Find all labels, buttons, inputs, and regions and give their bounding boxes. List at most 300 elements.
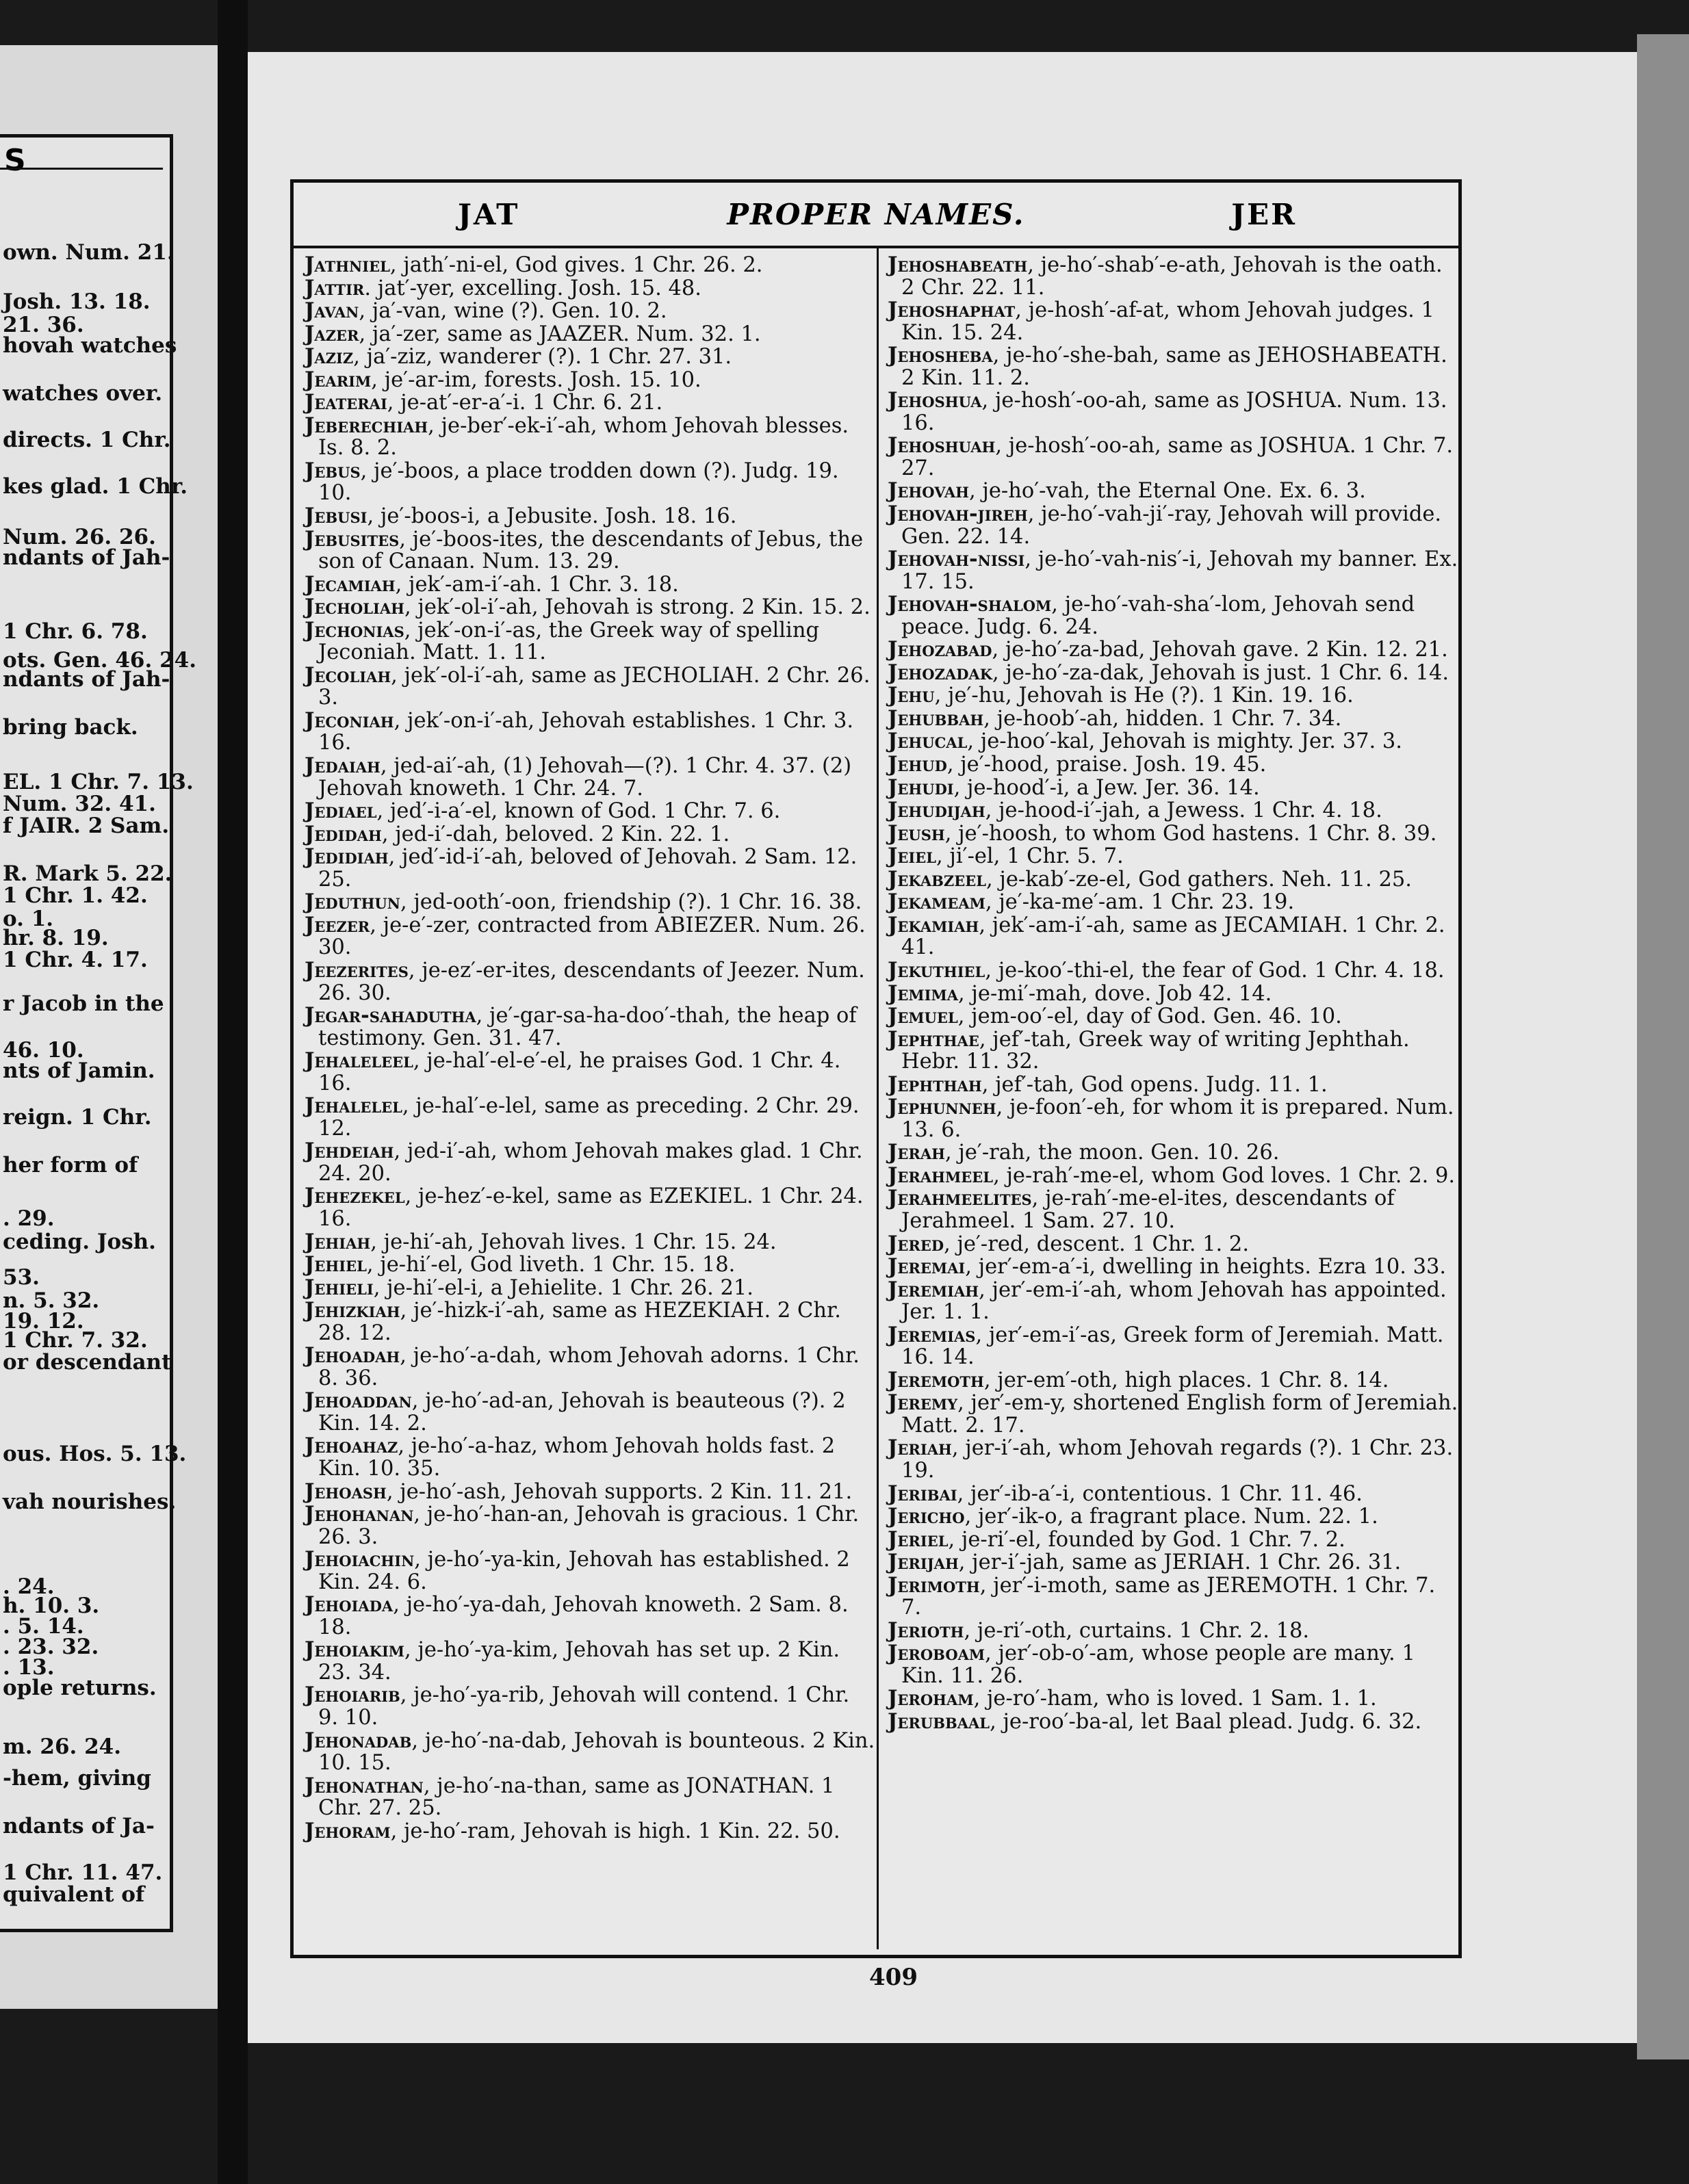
previous-page-line: ous. Hos. 5. 13. xyxy=(3,1442,187,1466)
entry-headword: Jehu xyxy=(888,683,935,708)
entry-headword: Jehozabad xyxy=(888,637,992,662)
entry-definition: , ja′-van, wine (?). Gen. 10. 2. xyxy=(359,299,667,324)
entry-definition: , jer′-i-moth, same as JEREMOTH. 1 Chr. 7. 7. xyxy=(901,1573,1436,1620)
entry-definition: , je-ho′-za-dak, Jehovah is just. 1 Chr. 6. 14. xyxy=(992,660,1449,685)
page-number: 409 xyxy=(869,1964,918,1991)
entry-definition: , je-hi′-el, God liveth. 1 Chr. 15. 18. xyxy=(366,1253,736,1277)
entry-definition: , je′-gar-sa-ha-doo′-thah, the heap of testimony. Gen. 31. 47. xyxy=(318,1004,857,1050)
dictionary-entry xyxy=(305,800,875,823)
previous-page-header: S xyxy=(4,143,26,178)
previous-page-line: r Jacob in the xyxy=(3,991,164,1016)
entry-headword: Jehohanan xyxy=(305,1502,414,1527)
entry-headword: Jehezekel xyxy=(305,1184,405,1209)
entry-headword: Jeconiah xyxy=(305,707,394,733)
previous-page-line: 1 Chr. 7. 32. xyxy=(3,1328,148,1353)
entry-definition: , je-hoob′-ah, hidden. 1 Chr. 7. 34. xyxy=(983,706,1342,731)
previous-page-line: 1 Chr. 11. 47. xyxy=(3,1860,163,1885)
dictionary-entry xyxy=(305,755,875,800)
previous-page-line: -hem, giving xyxy=(3,1766,151,1791)
entry-headword: Jephunneh xyxy=(888,1095,996,1120)
previous-page-line: f JAIR. 2 Sam. xyxy=(3,814,170,838)
left-column xyxy=(305,254,875,1843)
previous-page-line: . 23. 32. xyxy=(3,1635,99,1659)
entry-definition: , jer′-em-i′-ah, whom Jehovah has appointed. Jer. 1. 1. xyxy=(901,1277,1447,1325)
dictionary-entry xyxy=(305,573,875,597)
entry-definition: , jer′-ib-a′-i, contentious. 1 Chr. 11. 46. xyxy=(957,1481,1363,1506)
entry-definition: , je-ho′-a-dah, whom Jehovah adorns. 1 Chr. 8. 36. xyxy=(318,1344,860,1390)
dictionary-entry xyxy=(305,1775,875,1820)
previous-page-line: . 5. 14. xyxy=(3,1614,84,1639)
entry-headword: Jehovah-jireh xyxy=(888,502,1028,527)
dictionary-entry xyxy=(305,891,875,914)
previous-page-line: m. 26. 24. xyxy=(3,1734,122,1759)
entry-definition: , je′-red, descent. 1 Chr. 1. 2. xyxy=(944,1232,1250,1256)
entry-definition: , je-hi′-el-i, a Jehielite. 1 Chr. 26. 21. xyxy=(373,1275,754,1300)
entry-definition: , je-ri′-oth, curtains. 1 Chr. 2. 18. xyxy=(964,1618,1310,1643)
previous-page-line: or descendant xyxy=(3,1350,172,1375)
dictionary-entry xyxy=(888,1437,1458,1482)
entry-definition: , je′-boos, a place trodden down (?). Judg. 19. 10. xyxy=(318,458,839,506)
previous-page-line: Num. 26. 26. xyxy=(3,525,156,549)
dictionary-entry xyxy=(305,1140,875,1185)
previous-page-line: own. Num. 21. xyxy=(3,240,175,265)
dictionary-entry xyxy=(888,548,1458,593)
entry-definition: , jer′-ob-o′-am, whose people are many. 1 Kin. 11. 26. xyxy=(901,1641,1415,1688)
entry-definition: , jek′-on-i′-as, the Greek way of spelling Jeconiah. Matt. 1. 11. xyxy=(318,618,819,665)
dictionary-entry xyxy=(888,1233,1458,1256)
entry-headword: Jeroboam xyxy=(888,1641,985,1666)
entry-definition: , jed′-id-i′-ah, beloved of Jehovah. 2 Sam. 12. 25. xyxy=(318,845,858,892)
dictionary-entry xyxy=(888,1505,1458,1529)
dictionary-entry xyxy=(888,662,1458,685)
dictionary-entry xyxy=(888,1141,1458,1165)
entry-definition: , je′-hu, Jehovah is He (?). 1 Kin. 19. 16. xyxy=(934,684,1354,708)
previous-page-line: kes glad. 1 Chr. xyxy=(3,474,188,499)
entry-definition: , je′-hizk-i′-ah, same as HEZEKIAH. 2 Chr. 28. 12. xyxy=(318,1299,841,1345)
entry-definition: , je-hosh′-oo-ah, same as JOSHUA. Num. 13. 16. xyxy=(901,389,1447,435)
entry-definition: , je-ho′-vah, the Eternal One. Ex. 6. 3. xyxy=(969,479,1366,504)
dictionary-entry xyxy=(305,1503,875,1548)
entry-headword: Jephthae xyxy=(888,1026,979,1052)
entry-headword: Jerimoth xyxy=(888,1572,980,1598)
dictionary-entry xyxy=(305,1344,875,1390)
previous-page-line: her form of xyxy=(3,1153,138,1178)
previous-page-line: 1 Chr. 6. 78. xyxy=(3,619,148,644)
entry-definition: , je-hoo′-kal, Jehovah is mighty. Jer. 37. 3. xyxy=(967,729,1402,754)
entry-definition: , je-ho′-shab′-e-ath, Jehovah is the oath. 2 Chr. 22. 11. xyxy=(901,253,1443,300)
entry-definition: , je-ber′-ek-i′-ah, whom Jehovah blesses. Is. 8. 2. xyxy=(318,413,849,460)
dictionary-entry xyxy=(305,1050,875,1095)
dictionary-entry xyxy=(888,1483,1458,1506)
entry-definition: , ja′-ziz, wanderer (?). 1 Chr. 27. 31. xyxy=(353,345,732,369)
entry-definition: , je-foon′-eh, for whom it is prepared. Num. 13. 6. xyxy=(901,1095,1454,1142)
entry-definition: , je′-hoosh, to whom God hastens. 1 Chr. 8. 39. xyxy=(944,821,1437,846)
entry-headword: Jehucal xyxy=(888,729,968,754)
previous-page-line: Josh. 13. 18. xyxy=(3,289,151,314)
dictionary-entry xyxy=(305,1684,875,1729)
entry-definition: , je-kab′-ze-el, God gathers. Neh. 11. 25. xyxy=(986,867,1412,892)
dictionary-entry xyxy=(305,596,875,619)
entry-headword: Jecholiah xyxy=(305,595,405,620)
previous-page-line: n. 5. 32. xyxy=(3,1288,100,1313)
entry-definition: , je-ho′-ya-rib, Jehovah will contend. 1 Chr. 9. 10. xyxy=(318,1683,850,1730)
previous-page-rule xyxy=(0,168,163,170)
previous-page-line: 53. xyxy=(3,1265,40,1290)
guide-word-first: JAT xyxy=(458,198,520,231)
dictionary-entry xyxy=(888,1551,1458,1574)
entry-headword: Jehoram xyxy=(305,1818,391,1843)
entry-definition: , je-hosh′-af-at, whom Jehovah judges. 1 Kin. 15. 24. xyxy=(901,298,1434,345)
entry-headword: Jeribai xyxy=(888,1481,957,1506)
dictionary-entry xyxy=(305,369,875,392)
entry-headword: Jehoahaz xyxy=(305,1433,398,1459)
entry-headword: Jearim xyxy=(305,367,372,392)
previous-page-line: 19. 12. xyxy=(3,1309,84,1334)
entry-headword: Jechonias xyxy=(305,617,404,642)
book-gutter xyxy=(218,0,248,2184)
dictionary-entry xyxy=(888,389,1458,434)
entry-headword: Jebus xyxy=(305,458,361,483)
dictionary-entry xyxy=(888,822,1458,846)
entry-headword: Jedidah xyxy=(305,821,382,846)
dictionary-entry xyxy=(305,415,875,460)
dictionary-entry xyxy=(305,1004,875,1050)
entry-headword: Jathniel xyxy=(305,252,390,277)
page-edge xyxy=(1637,34,1689,2059)
entry-headword: Jehaleleel xyxy=(305,1048,413,1074)
entry-headword: Javan xyxy=(305,298,359,324)
entry-definition: , je-ho′-na-dab, Jehovah is bounteous. 2 Kin. 10. 15. xyxy=(318,1728,875,1776)
entry-definition: , je-rah′-me-el-ites, descendants of Jerahmeel. 1 Sam. 27. 10. xyxy=(901,1186,1395,1233)
entry-definition: , jef′-tah, God opens. Judg. 11. 1. xyxy=(981,1072,1328,1097)
entry-headword: Jehubbah xyxy=(888,705,984,731)
entry-definition: , je-ho′-ya-dah, Jehovah knoweth. 2 Sam. 8. 18. xyxy=(318,1593,849,1639)
previous-page-line: vah nourishes. xyxy=(3,1490,177,1514)
dictionary-entry xyxy=(888,1711,1458,1734)
previous-page-line: . 13. xyxy=(3,1655,55,1680)
entry-definition: , jer-em′-oth, high places. 1 Chr. 8. 14. xyxy=(983,1368,1389,1392)
entry-headword: Jemuel xyxy=(888,1004,958,1029)
dictionary-entry xyxy=(888,1574,1458,1620)
entry-headword: Jerah xyxy=(888,1140,946,1165)
entry-definition: , jed′-i-a′-el, known of God. 1 Chr. 7. 6. xyxy=(376,799,781,824)
entry-definition: , jek′-am-i′-ah. 1 Chr. 3. 18. xyxy=(395,572,679,597)
previous-page-line: Num. 32. 41. xyxy=(3,792,156,816)
entry-headword: Jemima xyxy=(888,980,959,1006)
entry-headword: Jehdeiah xyxy=(305,1139,394,1164)
dictionary-entry xyxy=(888,868,1458,892)
entry-headword: Jehovah-nissi xyxy=(888,547,1025,572)
entry-headword: Jeush xyxy=(888,820,945,846)
entry-headword: Jehosheba xyxy=(888,343,993,368)
dictionary-entry xyxy=(888,891,1458,914)
entry-headword: Jaziz xyxy=(305,344,354,369)
entry-headword: Jehovah xyxy=(888,478,970,504)
dictionary-entry xyxy=(305,1820,875,1843)
entry-headword: Jeremy xyxy=(888,1390,958,1416)
entry-headword: Jehudi xyxy=(888,775,954,800)
previous-page-line: 1 Chr. 1. 42. xyxy=(3,883,148,908)
dictionary-entry xyxy=(888,480,1458,503)
previous-page-line: quivalent of xyxy=(3,1882,145,1907)
dictionary-entry xyxy=(888,845,1458,868)
entry-headword: Jeremoth xyxy=(888,1367,984,1392)
dictionary-entry xyxy=(888,1187,1458,1232)
entry-headword: Jerahmeelites xyxy=(888,1186,1032,1211)
previous-page-line: 46. 10. xyxy=(3,1038,84,1063)
entry-headword: Jekameam xyxy=(888,889,985,915)
previous-page-line: 1 Chr. 4. 17. xyxy=(3,948,148,972)
entry-definition: , je-ho′-han-an, Jehovah is gracious. 1 Chr. 26. 3. xyxy=(318,1503,860,1549)
dictionary-entry xyxy=(888,593,1458,638)
entry-definition: , je-koo′-thi-el, the fear of God. 1 Chr. 4. 18. xyxy=(985,958,1445,983)
entry-headword: Jekabzeel xyxy=(888,866,986,892)
dictionary-entry xyxy=(305,1299,875,1344)
previous-page-line: bring back. xyxy=(3,715,138,740)
dictionary-entry xyxy=(305,254,875,277)
dictionary-entry xyxy=(305,1594,875,1639)
entry-definition: , je-ho′-vah-sha′-lom, Jehovah send peace. Judg. 6. 24. xyxy=(901,593,1415,639)
page-frame xyxy=(290,179,1462,1958)
entry-headword: Jehoshuah xyxy=(888,433,996,458)
dictionary-entry xyxy=(305,460,875,505)
entry-headword: Jecamiah xyxy=(305,571,396,597)
entry-headword: Jerubbaal xyxy=(888,1709,990,1734)
dictionary-entry xyxy=(305,346,875,369)
previous-page-line: . 29. xyxy=(3,1206,55,1231)
entry-headword: Jeremiah xyxy=(888,1277,979,1302)
dictionary-entry xyxy=(305,664,875,710)
previous-page-line: R. Mark 5. 22. xyxy=(3,861,172,886)
previous-page-line: watches over. xyxy=(3,381,163,406)
entry-headword: Jehoshua xyxy=(888,388,982,413)
entry-definition: , jed-ai′-ah, (1) Jehovah—(?). 1 Chr. 4. 37. (2) Jehovah knoweth. 1 Chr. 24. 7. xyxy=(318,754,852,801)
dictionary-entry xyxy=(305,1095,875,1140)
entry-headword: Jedidiah xyxy=(305,844,389,870)
entry-headword: Jehoiachin xyxy=(305,1547,415,1572)
running-header xyxy=(294,183,1458,248)
dictionary-entry xyxy=(888,777,1458,800)
entry-headword: Jeroham xyxy=(888,1686,974,1711)
dictionary-entry xyxy=(305,1730,875,1775)
dictionary-entry xyxy=(888,1526,1458,1552)
dictionary-entry xyxy=(888,1324,1458,1369)
dictionary-entry xyxy=(305,846,875,891)
dictionary-entry xyxy=(305,823,875,846)
entry-definition: , jed-i′-dah, beloved. 2 Kin. 22. 1. xyxy=(381,822,730,846)
entry-headword: Jehonadab xyxy=(305,1728,412,1753)
entry-headword: Jehoiada xyxy=(305,1592,394,1617)
dictionary-entry xyxy=(888,1642,1458,1687)
entry-definition: , je-hosh′-oo-ah, same as JOSHUA. 1 Chr. 7. 27. xyxy=(901,434,1454,480)
entry-definition: , jem-oo′-el, day of God. Gen. 46. 10. xyxy=(957,1004,1342,1029)
dictionary-entry xyxy=(888,254,1458,299)
entry-definition: , jath′-ni-el, God gives. 1 Chr. 26. 2. xyxy=(389,253,763,277)
dictionary-entry xyxy=(305,707,875,755)
entry-definition: , jek′-am-i′-ah, same as JECAMIAH. 1 Chr. 2. 41. xyxy=(901,913,1445,960)
entry-headword: Jeiel xyxy=(888,844,937,869)
entry-headword: Jehoadah xyxy=(305,1343,400,1368)
entry-definition: , jed-i′-ah, whom Jehovah makes glad. 1 Chr. 24. 20. xyxy=(318,1139,863,1186)
dictionary-entry xyxy=(305,323,875,346)
entry-definition: , je-ho′-na-than, same as JONATHAN. 1 Chr. 27. 25. xyxy=(318,1773,835,1821)
guide-word-last: JER xyxy=(1231,198,1297,231)
previous-page-line: 21. 36. xyxy=(3,313,84,337)
dictionary-entry xyxy=(305,391,875,415)
entry-definition: , jek′-ol-i′-ah, same as JECHOLIAH. 2 Chr. 26. 3. xyxy=(318,663,871,710)
dictionary-entry xyxy=(888,1687,1458,1711)
entry-definition: , je-ho′-za-bad, Jehovah gave. 2 Kin. 12. 21. xyxy=(992,638,1448,662)
entry-headword: Jehizkiah xyxy=(305,1298,400,1323)
entry-headword: Jekamiah xyxy=(888,912,979,937)
entry-headword: Jehoshabeath xyxy=(888,252,1028,277)
entry-definition: , jer-i′-ah, whom Jehovah regards (?). 1 Chr. 23. 19. xyxy=(901,1436,1454,1483)
entry-definition: , je-ho′-ad-an, Jehovah is beauteous (?). 2 Kin. 14. 2. xyxy=(318,1389,846,1435)
dictionary-entry xyxy=(888,980,1458,1006)
entry-headword: Jekuthiel xyxy=(888,957,985,983)
entry-headword: Jegar-sahadutha xyxy=(305,1003,476,1028)
dictionary-entry xyxy=(888,1096,1458,1141)
entry-headword: Jebusi xyxy=(305,504,368,529)
entry-headword: Jeberechiah xyxy=(305,413,428,438)
entry-headword: Jephthah xyxy=(888,1071,982,1097)
entry-definition: , je′-ka-me′-am. 1 Chr. 23. 19. xyxy=(985,890,1295,915)
entry-definition: , je-hal′-el-e′-el, he praises God. 1 Chr. 4. 16. xyxy=(318,1049,841,1095)
entry-headword: Jerahmeel xyxy=(888,1162,994,1188)
entry-definition: , je-at′-er-a′-i. 1 Chr. 6. 21. xyxy=(387,391,663,415)
previous-page-line: hovah watches xyxy=(3,333,177,358)
entry-definition: , je-roo′-ba-al, let Baal plead. Judg. 6. 32. xyxy=(990,1710,1422,1734)
entry-headword: Jehoiakim xyxy=(305,1637,405,1663)
entry-definition: , jer′-em-i′-as, Greek form of Jeremiah. Matt. 16. 14. xyxy=(901,1323,1444,1370)
entry-definition: , je-ho′-vah-nis′-i, Jehovah my banner. Ex. 17. 15. xyxy=(901,547,1458,594)
entry-definition: , je-ez′-er-ites, descendants of Jeezer. Num. 26. 30. xyxy=(318,958,865,1005)
dictionary-entry xyxy=(888,914,1458,959)
entry-headword: Jehoshaphat xyxy=(888,298,1016,323)
entry-definition: , je-ho′-she-bah, same as JEHOSHABEATH. 2 Kin. 11. 2. xyxy=(901,343,1447,390)
previous-page-line: ndants of Jah- xyxy=(3,667,170,692)
entry-definition: , je′-hood, praise. Josh. 19. 45. xyxy=(946,753,1267,777)
dictionary-entry xyxy=(305,1277,875,1300)
entry-definition: , jer′-ik-o, a fragrant place. Num. 22. 1. xyxy=(964,1505,1378,1529)
dictionary-entry xyxy=(888,1256,1458,1279)
dictionary-entry xyxy=(305,1253,875,1277)
entry-headword: Jerijah xyxy=(888,1550,959,1575)
entry-headword: Jehalelel xyxy=(305,1093,402,1119)
previous-page-line: ceding. Josh. xyxy=(3,1230,156,1254)
right-column xyxy=(888,254,1458,1734)
entry-definition: , je-hood-i′-jah, a Jewess. 1 Chr. 4. 18. xyxy=(985,798,1382,823)
entry-definition: , jer-i′-jah, same as JERIAH. 1 Chr. 26. 31. xyxy=(958,1550,1402,1575)
dictionary-entry xyxy=(888,299,1458,344)
section-title: PROPER NAMES. xyxy=(727,198,1025,231)
entry-headword: Jerioth xyxy=(888,1617,964,1643)
entry-definition: , je-ho′-ya-kim, Jehovah has set up. 2 Kin. 23. 34. xyxy=(318,1638,840,1685)
dictionary-entry xyxy=(888,344,1458,389)
entry-definition: , je-mi′-mah, dove. Job 42. 14. xyxy=(958,981,1272,1006)
entry-headword: Jehiah xyxy=(305,1229,371,1254)
dictionary-entry xyxy=(888,1369,1458,1392)
entry-headword: Jeremias xyxy=(888,1322,976,1347)
dictionary-entry xyxy=(305,959,875,1004)
previous-page-line: o. 1. xyxy=(3,907,54,931)
entry-headword: Jeaterai xyxy=(305,390,387,415)
entry-headword: Jeezer xyxy=(305,912,370,937)
entry-definition: , je-ri′-el, founded by God. 1 Chr. 7. 2. xyxy=(948,1527,1345,1552)
entry-definition: , ja′-zer, same as JAAZER. Num. 32. 1. xyxy=(359,322,761,346)
dictionary-entry xyxy=(305,1481,875,1504)
entry-definition: , jek′-ol-i′-ah, Jehovah is strong. 2 Kin. 15. 2. xyxy=(404,595,871,620)
dictionary-entry xyxy=(888,1392,1458,1437)
entry-headword: Jazer xyxy=(305,321,359,346)
entry-definition: , jer′-em-a′-i, dwelling in heights. Ezra 10. 33. xyxy=(965,1255,1447,1279)
dictionary-entry xyxy=(305,1435,875,1480)
entry-headword: Jehovah-shalom xyxy=(888,592,1052,617)
entry-definition: , je-ho′-a-haz, whom Jehovah holds fast. 2 Kin. 10. 35. xyxy=(318,1434,836,1481)
dictionary-entry xyxy=(305,1185,875,1230)
entry-headword: Jeezerites xyxy=(305,957,409,983)
entry-headword: Jecoliah xyxy=(305,662,391,688)
entry-headword: Jattir xyxy=(305,275,365,300)
entry-definition: . jat′-yer, excelling. Josh. 15. 48. xyxy=(364,276,701,300)
previous-page-line: ople returns. xyxy=(3,1676,157,1700)
entry-definition: , je-hal′-e-lel, same as preceding. 2 Chr. 29. 12. xyxy=(318,1094,860,1141)
dictionary-entry xyxy=(305,914,875,959)
dictionary-entry xyxy=(888,730,1458,753)
entry-headword: Jehiel xyxy=(305,1252,367,1277)
previous-page-line: ndants of Jah- xyxy=(3,545,170,570)
entry-definition: , je-ho′-ram, Jehovah is high. 1 Kin. 22. 50. xyxy=(390,1819,840,1843)
entry-headword: Jeriel xyxy=(888,1526,949,1552)
entry-definition: , je-rah′-me-el, whom God loves. 1 Chr. 2. 9. xyxy=(993,1163,1456,1188)
dictionary-entry xyxy=(305,528,875,573)
entry-definition: , jer′-em-y, shortened English form of Jeremiah. Matt. 2. 17. xyxy=(901,1391,1458,1438)
dictionary-entry xyxy=(888,1005,1458,1028)
dictionary-entry xyxy=(888,1162,1458,1188)
dictionary-entry xyxy=(888,503,1458,548)
dictionary-entry xyxy=(888,1071,1458,1097)
entry-definition: , je-ho′-ash, Jehovah supports. 2 Kin. 11. 21. xyxy=(386,1479,853,1504)
dictionary-entry xyxy=(888,799,1458,822)
entry-definition: , je′-ar-im, forests. Josh. 15. 10. xyxy=(371,367,701,392)
entry-headword: Jehieli xyxy=(305,1275,374,1300)
entry-definition: , je′-rah, the moon. Gen. 10. 26. xyxy=(945,1141,1280,1165)
entry-definition: , je′-boos-i, a Jebusite. Josh. 18. 16. xyxy=(367,504,737,529)
entry-headword: Jeremai xyxy=(888,1254,966,1279)
entry-definition: , je-hi′-ah, Jehovah lives. 1 Chr. 15. 24. xyxy=(370,1230,777,1254)
entry-definition: , je-ho′-vah-ji′-ray, Jehovah will provide. Gen. 22. 14. xyxy=(901,502,1442,549)
entry-headword: Jehudijah xyxy=(888,798,985,823)
entry-headword: Jered xyxy=(888,1231,944,1256)
dictionary-entry xyxy=(888,753,1458,777)
entry-definition: , je′-boos-ites, the descendants of Jebus, the son of Canaan. Num. 13. 29. xyxy=(318,527,864,574)
entry-headword: Jebusites xyxy=(305,526,400,551)
previous-page-line: directs. 1 Chr. xyxy=(3,428,171,452)
previous-page-line: ndants of Ja- xyxy=(3,1814,155,1838)
entry-definition: , je-hez′-e-kel, same as EZEKIEL. 1 Chr. 24. 16. xyxy=(318,1184,864,1231)
entry-headword: Jediael xyxy=(305,798,377,824)
entry-headword: Jeriah xyxy=(888,1435,952,1461)
dictionary-entry xyxy=(305,1639,875,1684)
dictionary-entry xyxy=(888,959,1458,983)
entry-headword: Jericho xyxy=(888,1504,965,1529)
dictionary-entry xyxy=(888,1617,1458,1643)
dictionary-entry xyxy=(305,1390,875,1435)
previous-page-line: hr. 8. 19. xyxy=(3,926,109,950)
dictionary-entry xyxy=(305,277,875,300)
entry-definition: , jef′-tah, Greek way of writing Jephthah. Hebr. 11. 32. xyxy=(901,1027,1410,1074)
entry-headword: Jehozadak xyxy=(888,660,992,685)
